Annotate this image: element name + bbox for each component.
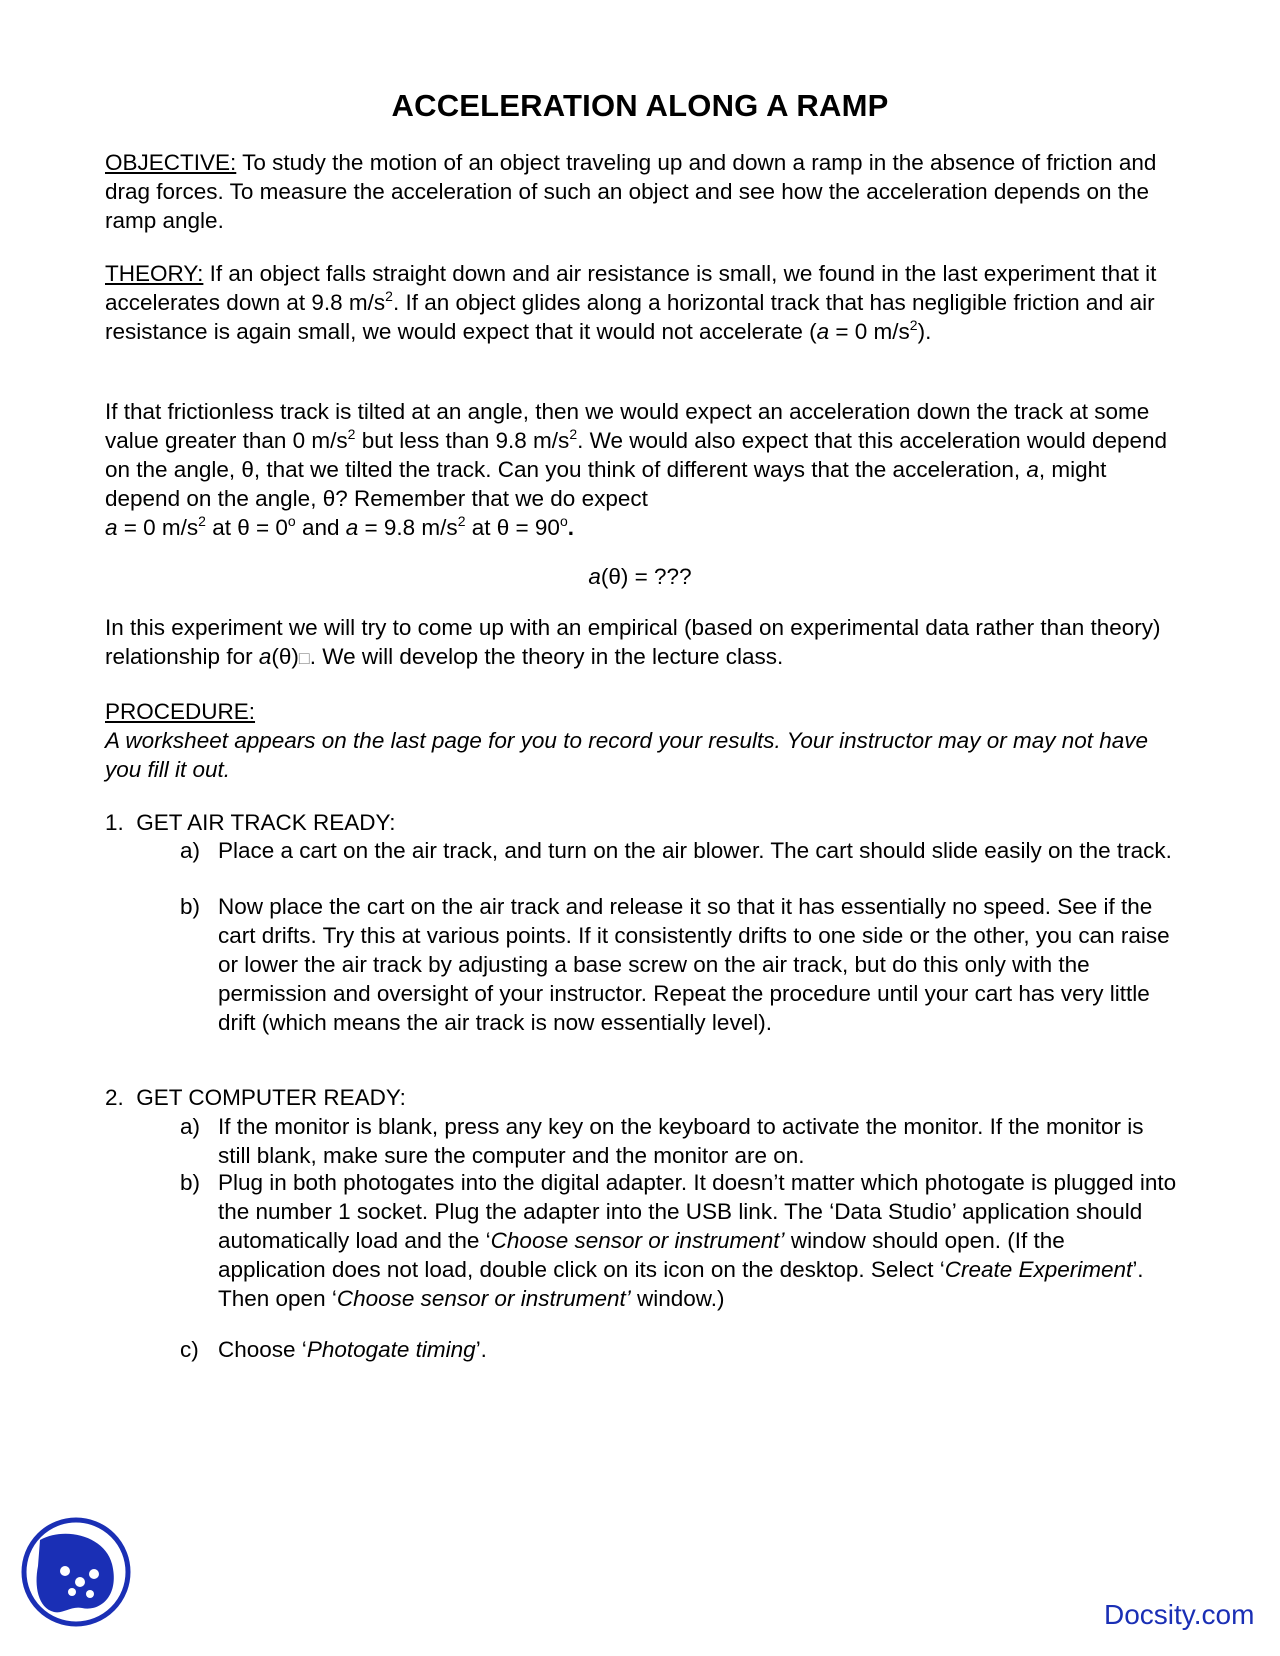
tilted-paragraph — [105, 397, 1180, 542]
superscript: 2 — [909, 317, 918, 333]
theory-paragraph — [105, 259, 1180, 346]
equation-text: (θ) = ??? — [600, 564, 692, 589]
procedure-note: A worksheet appears on the last page for you to record your results. Your instructor may or may not have you fill it out. — [105, 728, 1149, 782]
equation — [0, 562, 1280, 591]
docsity-brand-link[interactable]: Docsity.com — [1104, 1599, 1255, 1630]
objective-text: To study the motion of an object traveling up and down a ramp in the absence of friction and drag forces. To measure the acceleration of such an object and see how the acceleration depends on the ramp angle. — [105, 150, 1157, 233]
item-text-part: Choose ‘ — [218, 1337, 307, 1362]
tilted-text: , might depend on the angle, θ? Remember that we do expect — [105, 457, 1107, 511]
item-text: If the monitor is blank, press any key on the keyboard to activate the monitor. If the monitor is still blank, make sure the computer and the monitor are on. — [218, 1114, 1144, 1168]
italic-term: Choose sensor or instrument’ — [336, 1286, 631, 1311]
objective-paragraph — [105, 148, 1180, 235]
step-1-header — [105, 808, 396, 837]
item-label: c) — [180, 1337, 199, 1362]
tilted-text: at θ = 0 — [205, 515, 288, 540]
variable-a: a — [816, 319, 830, 344]
item-label: a) — [180, 838, 201, 863]
tilted-text: = 0 m/s — [117, 515, 199, 540]
tilted-text: but less than 9.8 m/s — [355, 428, 570, 453]
theory-text-2: . If an object glides along a horizontal track that has negligible friction and air resistance is again small, we would expect that it would not accelerate ( — [105, 290, 1155, 344]
variable-a: a — [258, 644, 272, 669]
superscript: 2 — [198, 513, 206, 529]
item-text-part: ’. — [475, 1337, 487, 1362]
page-title: ACCELERATION ALONG A RAMP — [391, 88, 889, 123]
item-text — [218, 1168, 1178, 1313]
step-2-header — [105, 1083, 406, 1112]
tilted-text: at θ = 90 — [465, 515, 560, 540]
empirical-paragraph — [105, 613, 1180, 673]
item-label: b) — [180, 894, 201, 919]
superscript: 2 — [347, 426, 356, 442]
variable-a: a — [105, 515, 118, 540]
step-number: 1. — [105, 810, 124, 835]
step-label: GET AIR TRACK READY: — [136, 810, 396, 835]
item-text-part: Plug in both photogates into the digital adapter. It doesn’t matter which photogate is plugged into the number 1 socket. Plug the adapter into the USB link. The ‘Data Studio’ application should automatically load and the ‘ — [218, 1170, 1177, 1253]
italic-term: Choose sensor or instrument’ — [490, 1228, 785, 1253]
missing-glyph-box: □ — [298, 648, 310, 668]
italic-term: Photogate timing — [306, 1337, 476, 1362]
item-text: Place a cart on the air track, and turn on the air blower. The cart should slide easily on the track. — [218, 838, 1172, 863]
variable-a: a — [588, 564, 601, 589]
item-text-part: ’. Then open ‘ — [218, 1257, 1144, 1311]
item-text: Now place the cart on the air track and release it so that it has essentially no speed. See if the cart drifts. Try this at various points. If it consistently drifts to one side or the other, you can raise or lower the air track by adjusting a base screw on the air track, but do this only with the permission and oversight of your instructor. Repeat the procedure until your cart has very little drift (which means the air track is now essentially level). — [218, 894, 1170, 1035]
empirical-text: In this experiment we will try to come up with an empirical (based on experimental data rather than theory) relationship for — [105, 615, 1161, 669]
empirical-text: (θ) — [271, 644, 299, 669]
tilted-text: If that frictionless track is tilted at an angle, then we would expect an acceleration down the track at some value greater than 0 m/s — [105, 399, 1150, 453]
tilted-text: . We would also expect that this acceleration would depend on the angle, θ, that we tilted the track. Can you think of different ways that the acceleration, — [105, 428, 1168, 482]
superscript: 2 — [457, 513, 466, 529]
item-text-part: window.) — [630, 1286, 725, 1311]
step-label: GET COMPUTER READY: — [136, 1085, 406, 1110]
procedure-heading: PROCEDURE: — [105, 699, 256, 724]
objective-heading: OBJECTIVE: — [105, 150, 237, 175]
superscript: 2 — [569, 426, 578, 442]
theory-heading: THEORY: — [105, 261, 204, 286]
tilted-text: = 9.8 m/s — [358, 515, 458, 540]
theory-text-4: ). — [917, 319, 932, 344]
variable-a: a — [1026, 457, 1039, 482]
theory-text-1: If an object falls straight down and air resistance is small, we found in the last experiment that it accelerates down at 9.8 m/s — [105, 261, 1157, 315]
item-label: a) — [180, 1114, 201, 1139]
item-label: b) — [180, 1170, 201, 1195]
item-text-part: window should open. (If the application does not load, double click on its icon on the desktop. Select ‘ — [218, 1228, 1065, 1282]
tilted-text: and — [295, 515, 346, 540]
theory-text-3: = 0 m/s — [829, 319, 910, 344]
empirical-text: . We will develop the theory in the lecture class. — [309, 644, 784, 669]
variable-a: a — [345, 515, 359, 540]
step-number: 2. — [105, 1085, 124, 1110]
docsity-logo-icon — [20, 1516, 132, 1628]
degree-symbol: o — [287, 513, 296, 529]
degree-symbol: o — [559, 513, 568, 529]
tilted-text: . — [567, 515, 574, 540]
item-text — [218, 1335, 1178, 1364]
superscript: 2 — [385, 288, 393, 304]
procedure-heading-block — [105, 697, 1180, 726]
italic-term: Create Experiment — [944, 1257, 1133, 1282]
